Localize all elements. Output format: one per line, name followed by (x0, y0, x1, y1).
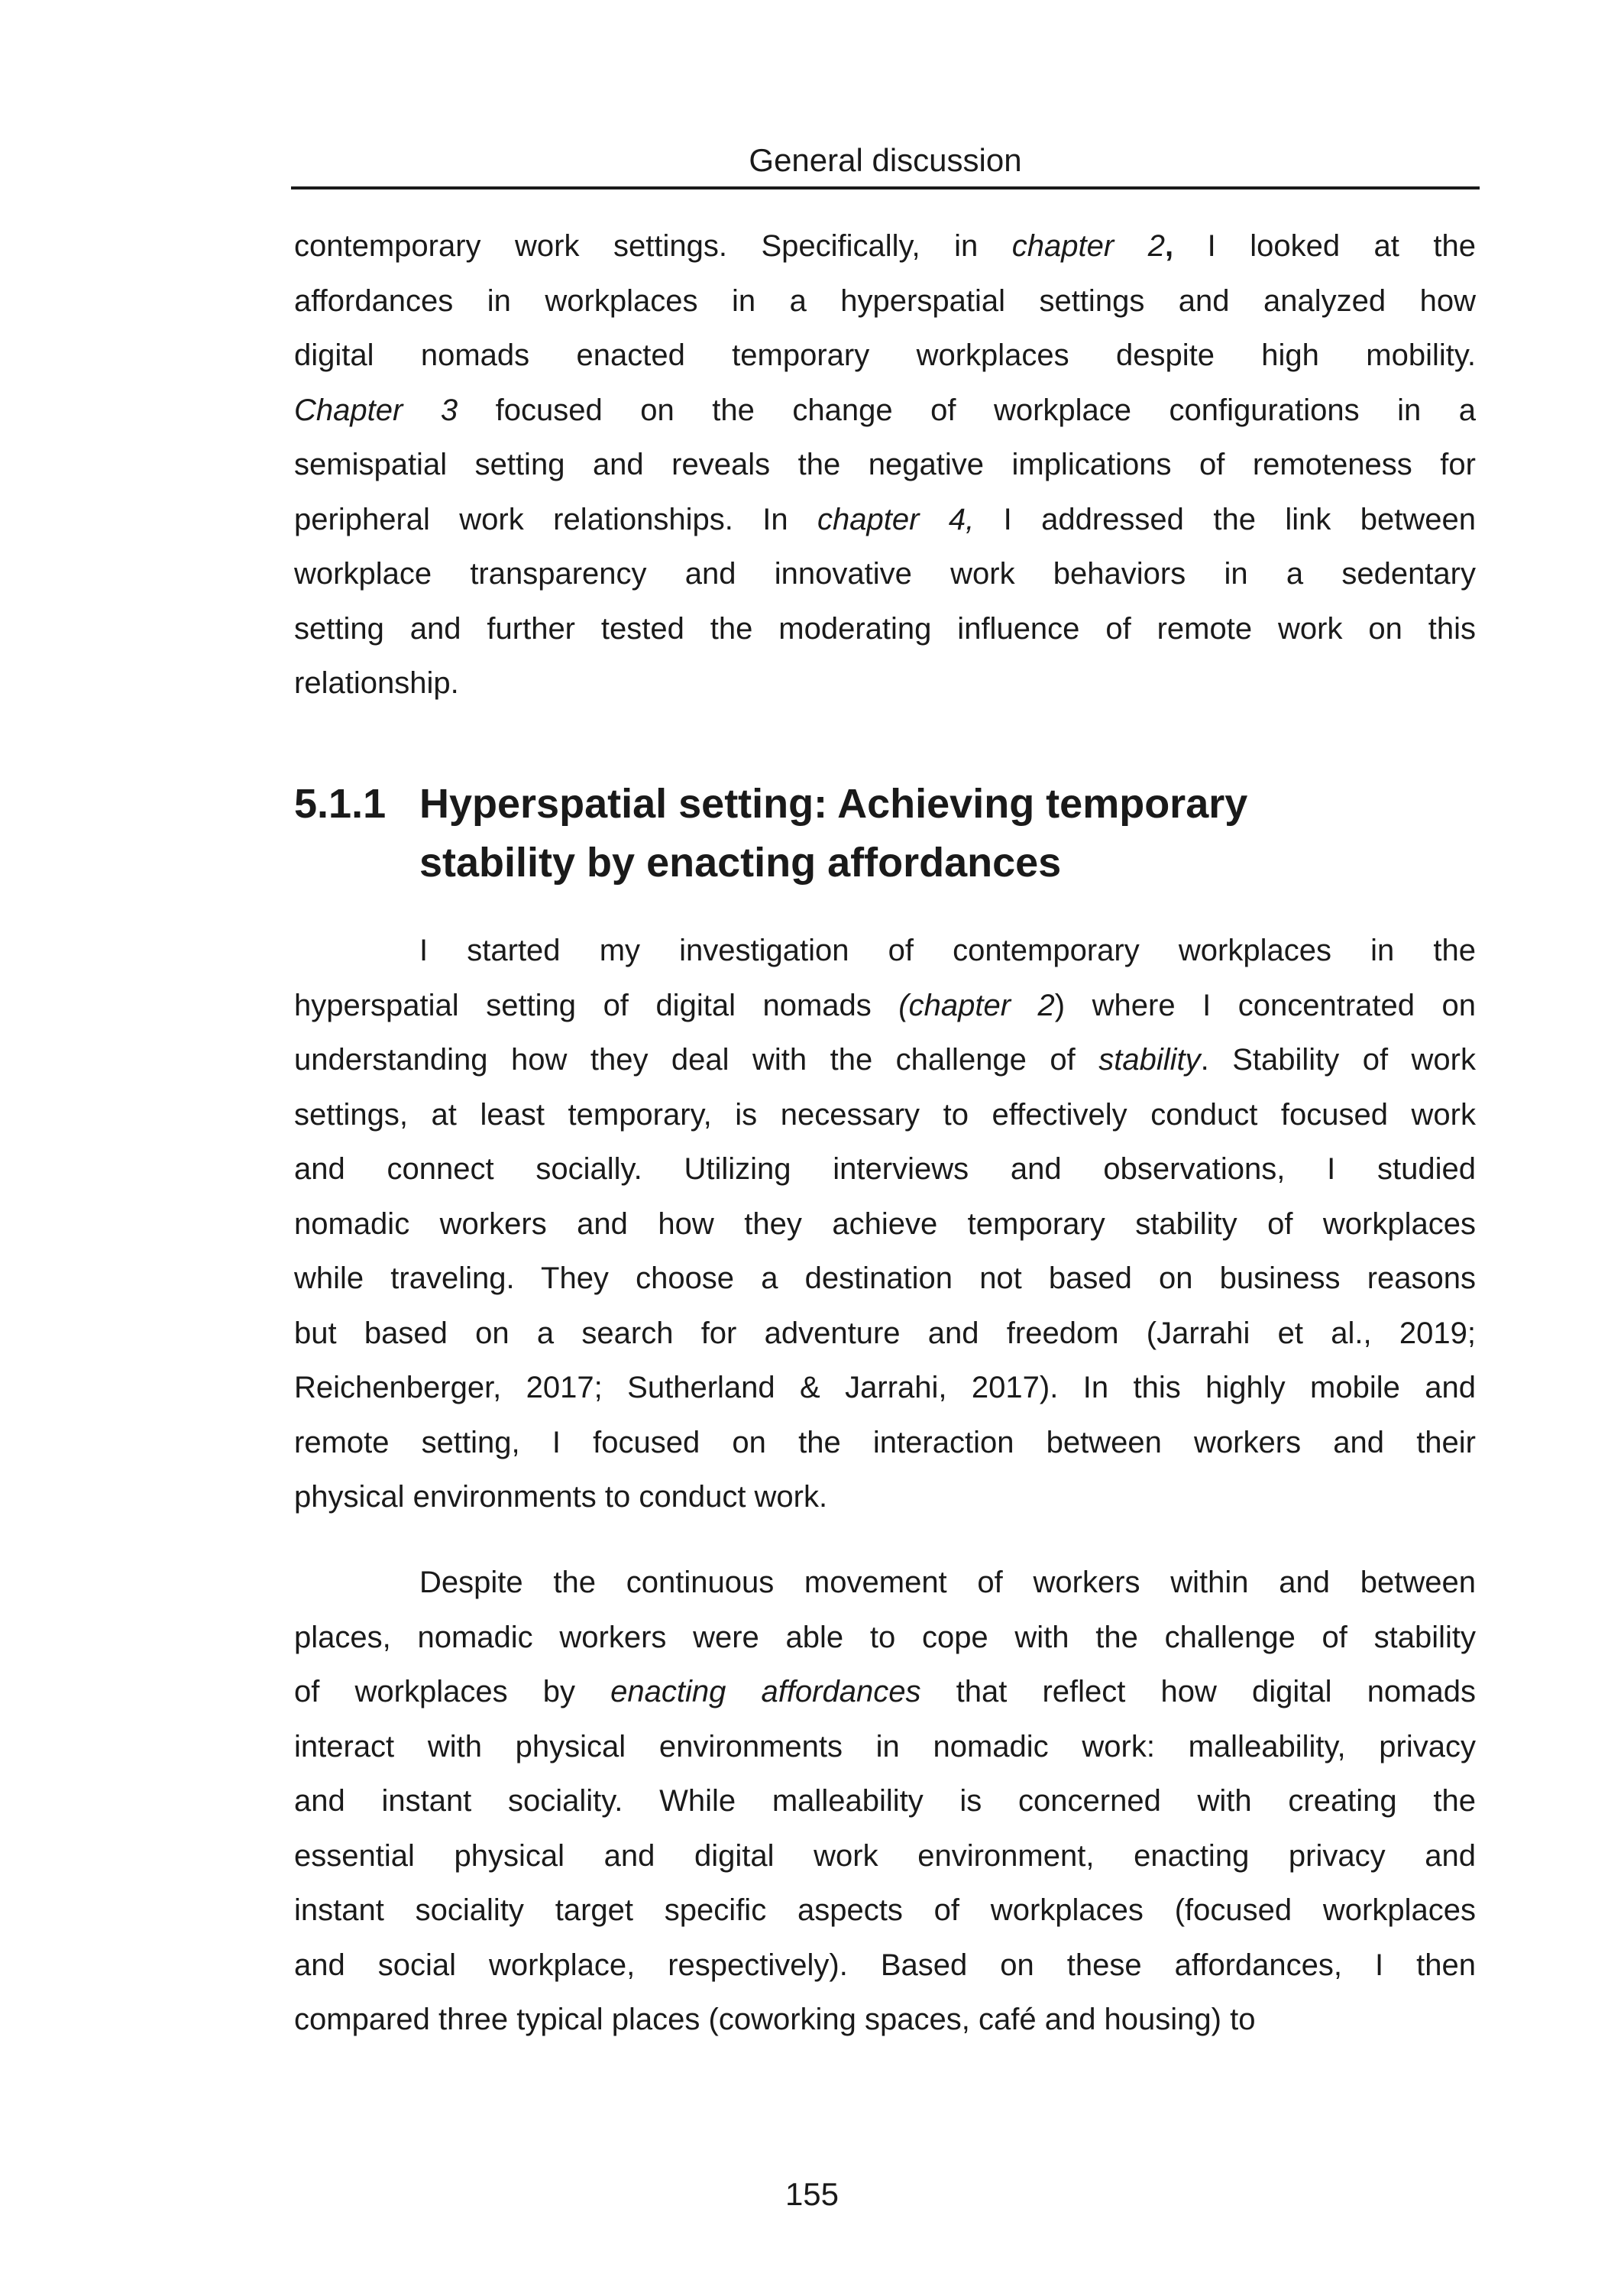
text-segment: . Stability of work (1200, 1043, 1476, 1077)
text-line (294, 1829, 1476, 1884)
italic-text: enacting affordances (610, 1675, 921, 1708)
text-line (294, 1774, 1476, 1829)
header-rule (291, 186, 1480, 189)
italic-text: chapter 4, (817, 502, 975, 536)
section-title-line-1: Hyperspatial setting: Achieving temporary (419, 781, 1248, 827)
text-segment: ) where I concentrated on (1054, 988, 1476, 1022)
text-line (294, 1665, 1476, 1720)
paragraph-affordances (294, 1556, 1476, 2048)
text-segment: workplace transparency and innovative work behaviors in a sedentary (294, 557, 1476, 591)
text-segment: physical environments to conduct work. (294, 1480, 828, 1514)
text-line (294, 1361, 1476, 1416)
page-number: 155 (785, 2176, 839, 2212)
text-line (294, 219, 1476, 274)
text-segment: and social workplace, respectively). Based on these affordances, I then (294, 1948, 1476, 1982)
text-line (294, 1416, 1476, 1471)
text-line (294, 1088, 1476, 1143)
italic-text: stability (1098, 1043, 1201, 1077)
text-segment: , (1164, 229, 1174, 263)
paragraph-investigation (294, 924, 1476, 1525)
paragraph-intro (294, 219, 1476, 711)
text-segment: hyperspatial setting of digital nomads (294, 988, 899, 1022)
text-segment: relationship. (294, 666, 459, 700)
section-number: 5.1.1 (294, 781, 387, 827)
text-line (294, 493, 1476, 548)
text-line (294, 1142, 1476, 1197)
section-title (419, 775, 1247, 892)
text-segment: I addressed the link between (974, 502, 1476, 536)
text-segment: affordances in workplaces in a hyperspatial settings and analyzed how (294, 283, 1476, 318)
italic-text: (chapter 2 (898, 988, 1055, 1022)
text-segment: Reichenberger, 2017; Sutherland & Jarrahi, 2017). In this highly mobile and (294, 1371, 1476, 1404)
text-segment: that reflect how digital nomads (920, 1675, 1476, 1708)
running-header: General discussion (749, 142, 1022, 178)
text-line (294, 1611, 1476, 1666)
text-line (294, 1033, 1476, 1088)
text-segment: of workplaces by (294, 1675, 611, 1708)
text-segment: and connect socially. Utilizing interviews and observations, I studied (294, 1152, 1476, 1186)
text-segment: contemporary work settings. Specifically, in (294, 229, 1012, 263)
text-line (294, 1883, 1476, 1938)
text-line (294, 547, 1476, 602)
text-line (294, 1307, 1476, 1362)
text-line (294, 1993, 1476, 2048)
text-segment: but based on a search for adventure and freedom (Jarrahi et al., 2019; (294, 1316, 1476, 1350)
text-segment: instant sociality target specific aspects of workplaces (focused workplaces (294, 1893, 1476, 1927)
text-line (294, 438, 1476, 493)
text-line (294, 1470, 1476, 1525)
text-line (294, 602, 1476, 657)
text-segment: semispatial setting and reveals the negative implications of remoteness for (294, 448, 1476, 481)
text-segment: and instant sociality. While malleability is concerned with creating the (294, 1784, 1476, 1818)
text-segment: peripheral work relationships. In (294, 502, 818, 536)
text-line (294, 384, 1476, 439)
text-line (294, 656, 1476, 711)
text-segment: nomadic workers and how they achieve temporary stability of workplaces (294, 1206, 1476, 1241)
italic-text: Chapter 3 (294, 393, 458, 427)
text-segment: while traveling. They choose a destination not based on business reasons (294, 1261, 1476, 1295)
text-segment: I looked at the (1173, 229, 1477, 263)
text-line (294, 1938, 1476, 1993)
text-segment: focused on the change of workplace configurations in a (458, 393, 1476, 427)
text-line (294, 924, 1476, 979)
text-segment: digital nomads enacted temporary workplaces despite high mobility. (294, 338, 1476, 372)
text-segment: I started my investigation of contemporary workplaces in the (419, 934, 1476, 967)
text-line (294, 979, 1476, 1034)
italic-text: chapter 2 (1011, 229, 1165, 263)
text-segment: setting and further tested the moderating influence of remote work on this (294, 611, 1476, 646)
text-segment: Despite the continuous movement of workers within and between (419, 1566, 1476, 1599)
text-segment: essential physical and digital work environment, enacting privacy and (294, 1838, 1476, 1873)
text-segment: places, nomadic workers were able to cope with the challenge of stability (294, 1620, 1476, 1654)
text-segment: remote setting, I focused on the interaction between workers and their (294, 1425, 1476, 1459)
text-line (294, 274, 1476, 329)
section-title-line-2: stability by enacting affordances (419, 840, 1062, 886)
text-line (294, 1252, 1476, 1307)
text-line (294, 329, 1476, 384)
text-line (294, 1720, 1476, 1775)
text-segment: compared three typical places (coworking spaces, café and housing) to (294, 2003, 1256, 2036)
text-segment: settings, at least temporary, is necessary to effectively conduct focused work (294, 1097, 1476, 1132)
text-line (294, 1197, 1476, 1252)
text-segment: interact with physical environments in nomadic work: malleability, privacy (294, 1729, 1476, 1763)
text-line (294, 1556, 1476, 1611)
text-segment: understanding how they deal with the challenge of (294, 1043, 1099, 1077)
